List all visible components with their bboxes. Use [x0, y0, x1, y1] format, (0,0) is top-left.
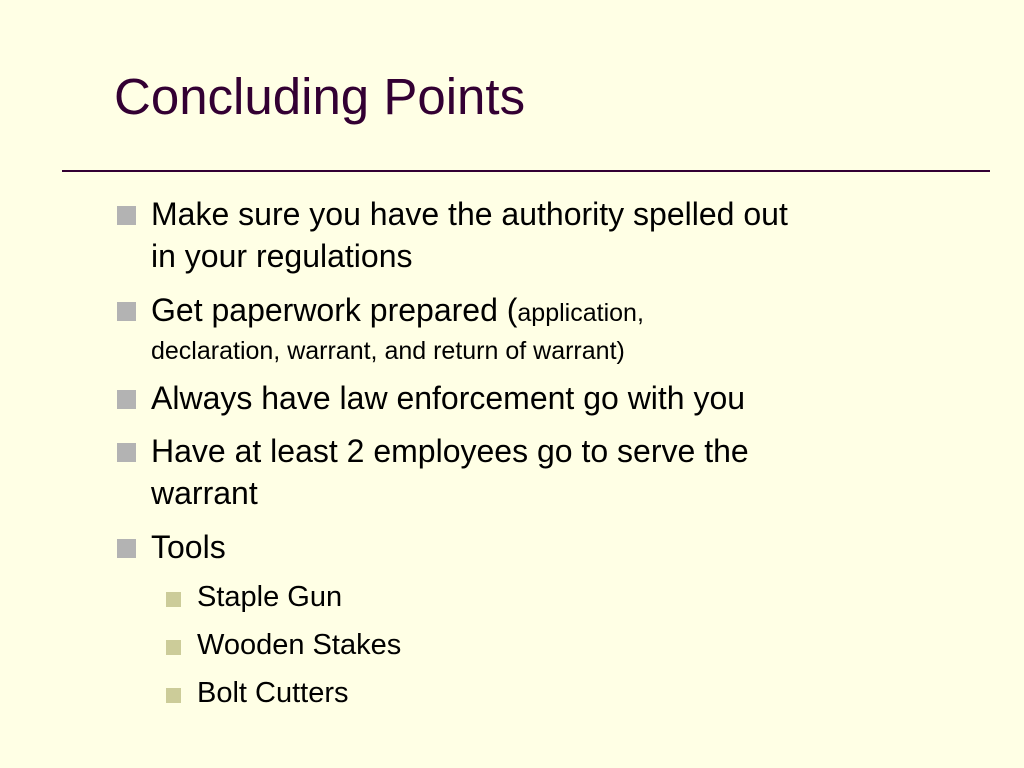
- sub-bullet-text: Staple Gun: [197, 581, 343, 613]
- bullet-text-line: Have at least 2 employees go to serve the: [151, 433, 749, 469]
- sub-bullet-item: [197, 578, 897, 616]
- bullet-text: Tools: [151, 529, 226, 565]
- square-bullet-icon: [117, 302, 136, 321]
- sub-bullet-item: [197, 626, 897, 664]
- square-bullet-icon: [117, 539, 136, 558]
- bullet-item-law-enforcement: [151, 377, 961, 419]
- bullet-text: Get paperwork prepared (: [151, 292, 518, 328]
- sub-bullet-text: Bolt Cutters: [197, 677, 349, 709]
- square-sub-bullet-icon: [166, 688, 181, 703]
- bullet-item-authority: [151, 193, 961, 277]
- title-divider: [62, 170, 990, 172]
- bullet-item-paperwork: [151, 289, 961, 368]
- square-bullet-icon: [117, 390, 136, 409]
- bullet-item-employees: [151, 430, 961, 514]
- sub-bullet-text: Wooden Stakes: [197, 629, 402, 661]
- bullet-item-tools: [151, 526, 961, 568]
- bullet-text-continuation: declaration, warrant, and return of warrant): [151, 337, 625, 365]
- sub-bullet-item: [197, 674, 897, 712]
- slide-title: Concluding Points: [114, 68, 526, 125]
- square-bullet-icon: [117, 443, 136, 462]
- bullet-text-line: warrant: [151, 475, 258, 511]
- bullet-text-line: Make sure you have the authority spelled out: [151, 196, 788, 232]
- square-sub-bullet-icon: [166, 592, 181, 607]
- bullet-text-small: application,: [517, 299, 644, 327]
- square-sub-bullet-icon: [166, 640, 181, 655]
- bullet-text-line: in your regulations: [151, 238, 413, 274]
- bullet-text: Always have law enforcement go with you: [151, 380, 746, 416]
- square-bullet-icon: [117, 206, 136, 225]
